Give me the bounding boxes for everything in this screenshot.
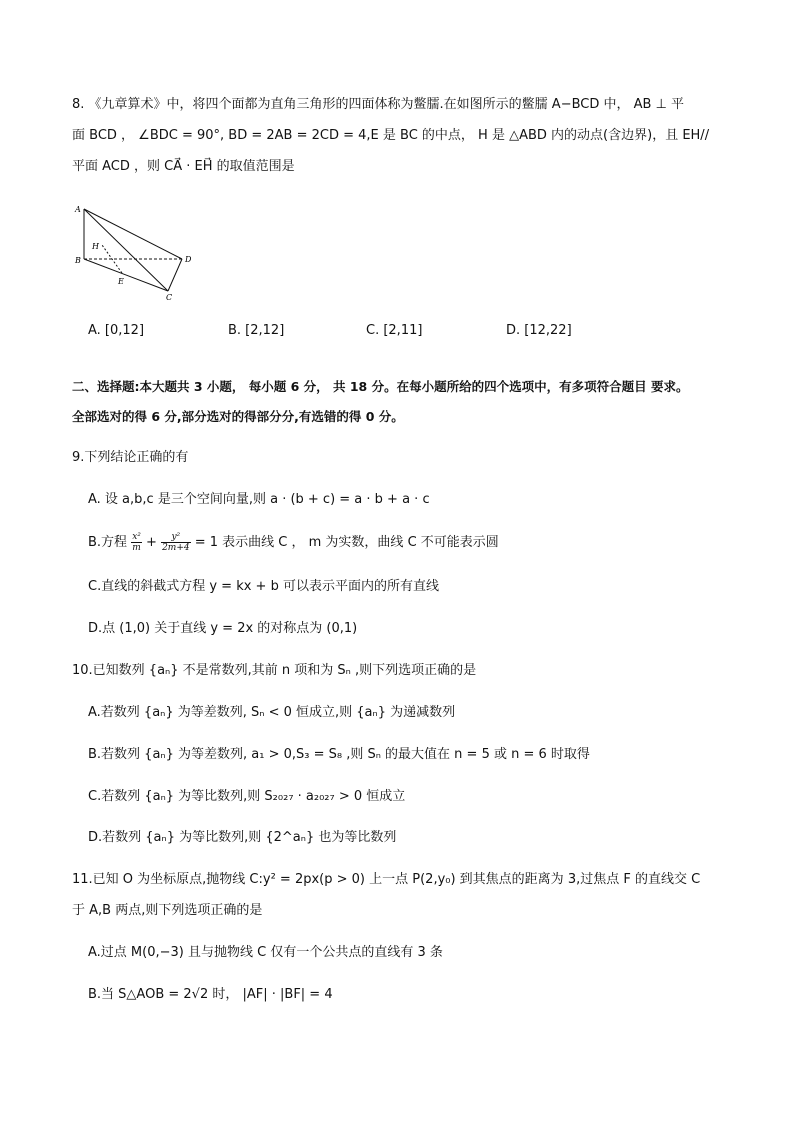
label-h: H (92, 242, 99, 251)
q8-option-c: C. [2,11] (366, 323, 423, 338)
section2-heading-line2: 全部选对的得 6 分,部分选对的得部分分,有选错的得 0 分。 (72, 409, 404, 424)
q9-b-suffix: = 1 表示曲线 C ， m 为实数，曲线 C 不可能表示圆 (194, 535, 499, 550)
q9-b-fraction-x: $\frac{\text{x²}}{m}$ (132, 532, 141, 553)
q10-option-b: B.若数列 {aₙ} 为等差数列, a₁ > 0,S₃ = S₈ ,则 Sₙ 的最大值在 n = 5 或 n = 6 时取得 (88, 747, 590, 762)
edge-ad (84, 209, 182, 259)
q9-option-b: B.方程 $\frac{\text{x²}}{m}$ + $\frac{\text{y²}}{2m+4}$ = 1 表示曲线 C ， m 为实数，曲线 C 不可能表示圆 (88, 532, 499, 553)
label-a: A (75, 205, 81, 214)
tetrahedron-figure (74, 203, 194, 303)
q11-option-a: A.过点 M(0,−3) 且与抛物线 C 仅有一个公共点的直线有 3 条 (88, 945, 443, 960)
edge-dc (168, 259, 182, 291)
q9-stem: 9.下列结论正确的有 (72, 450, 189, 465)
q8-option-d: D. [12,22] (506, 323, 572, 338)
q9-option-d: D.点 (1,0) 关于直线 y = 2x 的对称点为 (0,1) (88, 621, 358, 636)
section2-heading-line1: 二、选择题:本大题共 3 小题， 每小题 6 分， 共 18 分。在每小题所给的四个选项中，有多项符合题目 要求。 (72, 379, 689, 394)
q9-option-c: C.直线的斜截式方程 y = kx + b 可以表示平面内的所有直线 (88, 579, 439, 594)
q8-stem-line1: 8. 《九章算术》中，将四个面都为直角三角形的四面体称为鳖臑.在如图所示的鳖臑 A−BCD 中， AB ⊥ 平 (72, 97, 685, 112)
q10-option-c: C.若数列 {aₙ} 为等比数列,则 S₂₀₂₇ · a₂₀₂₇ > 0 恒成立 (88, 789, 406, 804)
q8-stem-line3: 平面 ACD ，则 CA⃗ · EH⃗ 的取值范围是 (72, 159, 295, 174)
label-b: B (75, 256, 81, 265)
q9-b-prefix: B.方程 (88, 535, 128, 550)
q10-option-a: A.若数列 {aₙ} 为等差数列, Sₙ < 0 恒成立,则 {aₙ} 为递减数列 (88, 705, 456, 720)
q11-stem-line2: 于 A,B 两点,则下列选项正确的是 (72, 903, 263, 918)
label-d: D (185, 255, 192, 264)
q8-option-a: A. [0,12] (88, 323, 145, 338)
q10-stem: 10.已知数列 {aₙ} 不是常数列,其前 n 项和为 Sₙ ,则下列选项正确的是 (72, 663, 477, 678)
q8-stem-line2: 面 BCD ， ∠BDC = 90°, BD = 2AB = 2CD = 4,E 是 BC 的中点， H 是 △ABD 内的动点(含边界)，且 EH// (72, 128, 710, 143)
q9-option-a: A. 设 a,b,c 是三个空间向量,则 a · (b + c) = a · b + a · c (88, 492, 430, 507)
label-e: E (118, 277, 124, 286)
q8-option-b: B. [2,12] (228, 323, 285, 338)
q9-b-fraction-y: $\frac{\text{y²}}{2m+4}$ (162, 532, 190, 553)
edge-bc (84, 259, 168, 291)
label-c: C (166, 293, 173, 302)
q10-option-d: D.若数列 {aₙ} 为等比数列,则 {2^aₙ} 也为等比数列 (88, 830, 397, 845)
q11-stem-line1: 11.已知 O 为坐标原点,抛物线 C:y² = 2px(p > 0) 上一点 P(2,y₀) 到其焦点的距离为 3,过焦点 F 的直线交 C (72, 872, 701, 887)
q11-option-b: B.当 S△AOB = 2√2 时， |AF| · |BF| = 4 (88, 987, 333, 1002)
